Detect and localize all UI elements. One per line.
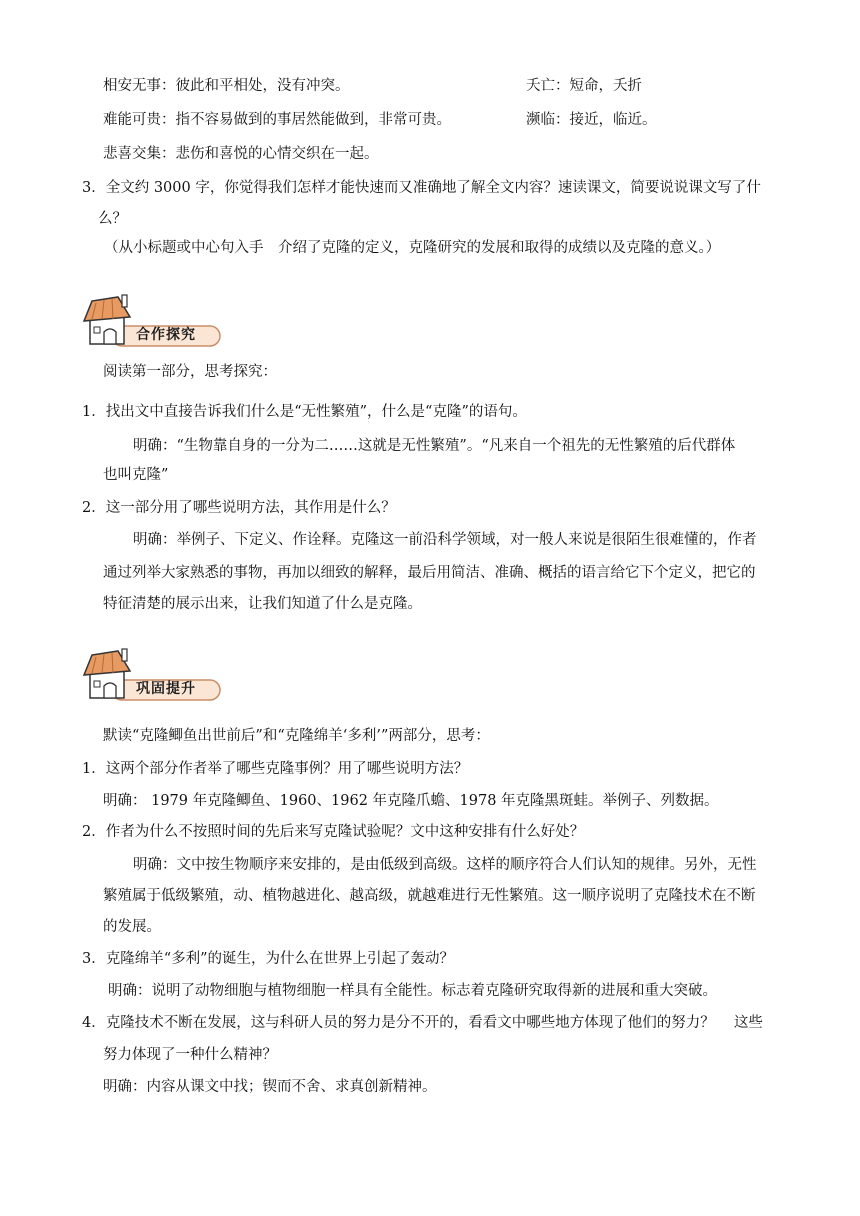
section1-answer-2-line2: 通过列举大家熟悉的事物，再加以细致的解释，最后用简洁、准确、概括的语言给它下个定义，把它的 bbox=[103, 565, 756, 581]
section1-answer-1-line1: 明确：“生物靠自身的一分为二……这就是无性繁殖”。“凡来自一个祖先的无性繁殖的后代群体 bbox=[133, 438, 736, 454]
question-3-answer: （从小标题或中心句入手 介绍了克隆的定义，克隆研究的发展和取得的成绩以及克隆的意义。） bbox=[104, 240, 721, 256]
section2-question-4-line1: 4．克隆技术不断在发展，这与科研人员的努力是分不开的，看看文中哪些地方体现了他们的努力？ 这些 bbox=[82, 1015, 763, 1031]
section2-answer-3: 明确：说明了动物细胞与植物细胞一样具有全能性。标志着克隆研究取得新的进展和重大突破。 bbox=[108, 983, 717, 999]
section2-answer-2-line3: 的发展。 bbox=[103, 919, 161, 935]
section2-question-4-line2: 努力体现了一种什么精神？ bbox=[103, 1047, 277, 1063]
section1-question-2: 2．这一部分用了哪些说明方法，其作用是什么？ bbox=[82, 500, 396, 516]
vocab-2b: 濒临：接近，临近。 bbox=[526, 112, 657, 128]
question-3-line2: 么？ bbox=[98, 211, 127, 227]
vocab-3: 悲喜交集：悲伤和喜悦的心情交织在一起。 bbox=[103, 146, 379, 162]
section1-question-1: 1．找出文中直接告诉我们什么是“无性繁殖”，什么是“克隆”的语句。 bbox=[82, 404, 527, 420]
section-title: 巩固提升 bbox=[136, 681, 196, 697]
section2-question-3: 3．克隆绵羊“多利”的诞生，为什么在世界上引起了轰动？ bbox=[82, 951, 455, 967]
section2-answer-1: 明确： 1979 年克隆鲫鱼、1960、1962 年克隆爪蟾、1978 年克隆黑斑蛙。举例子、列数据。 bbox=[103, 793, 719, 809]
section1-answer-2-line3: 特征清楚的展示出来，让我们知道了什么是克隆。 bbox=[103, 596, 422, 612]
section2-question-2: 2．作者为什么不按照时间的先后来写克隆试验呢？文中这种安排有什么好处？ bbox=[82, 824, 585, 840]
section-title: 合作探究 bbox=[136, 327, 196, 343]
section2-answer-4: 明确：内容从课文中找；锲而不舍、求真创新精神。 bbox=[103, 1079, 437, 1095]
section1-answer-2-line1: 明确：举例子、下定义、作诠释。克隆这一前沿科学领域，对一般人来说是很陌生很难懂的，作者 bbox=[133, 532, 757, 548]
section2-question-1: 1．这两个部分作者举了哪些克隆事例？用了哪些说明方法？ bbox=[82, 761, 469, 777]
section2-answer-2-line1: 明确：文中按生物顺序来安排的，是由低级到高级。这样的顺序符合人们认知的规律。另外，无性 bbox=[133, 857, 757, 873]
section1-answer-1-line2: 也叫克隆” bbox=[103, 467, 169, 483]
vocab-2: 难能可贵：指不容易做到的事居然能做到，非常可贵。 bbox=[103, 112, 451, 128]
section-banner-cooperative bbox=[82, 291, 222, 351]
section2-intro: 默读“克隆鲫鱼出世前后”和“克隆绵羊‘多利’”两部分，思考： bbox=[103, 728, 490, 744]
vocab-1: 相安无事：彼此和平相处，没有冲突。 bbox=[103, 78, 350, 94]
section1-intro: 阅读第一部分，思考探究： bbox=[103, 364, 277, 380]
section-banner-consolidate bbox=[82, 645, 222, 705]
question-3-line1: 3．全文约 3000 字，你觉得我们怎样才能快速而又准确地了解全文内容？速读课文，简要说说课文写了什 bbox=[82, 180, 761, 196]
vocab-1b: 夭亡：短命，夭折 bbox=[526, 78, 642, 94]
section2-answer-2-line2: 繁殖属于低级繁殖，动、植物越进化、越高级，就越难进行无性繁殖。这一顺序说明了克隆技术在不断 bbox=[103, 888, 756, 904]
